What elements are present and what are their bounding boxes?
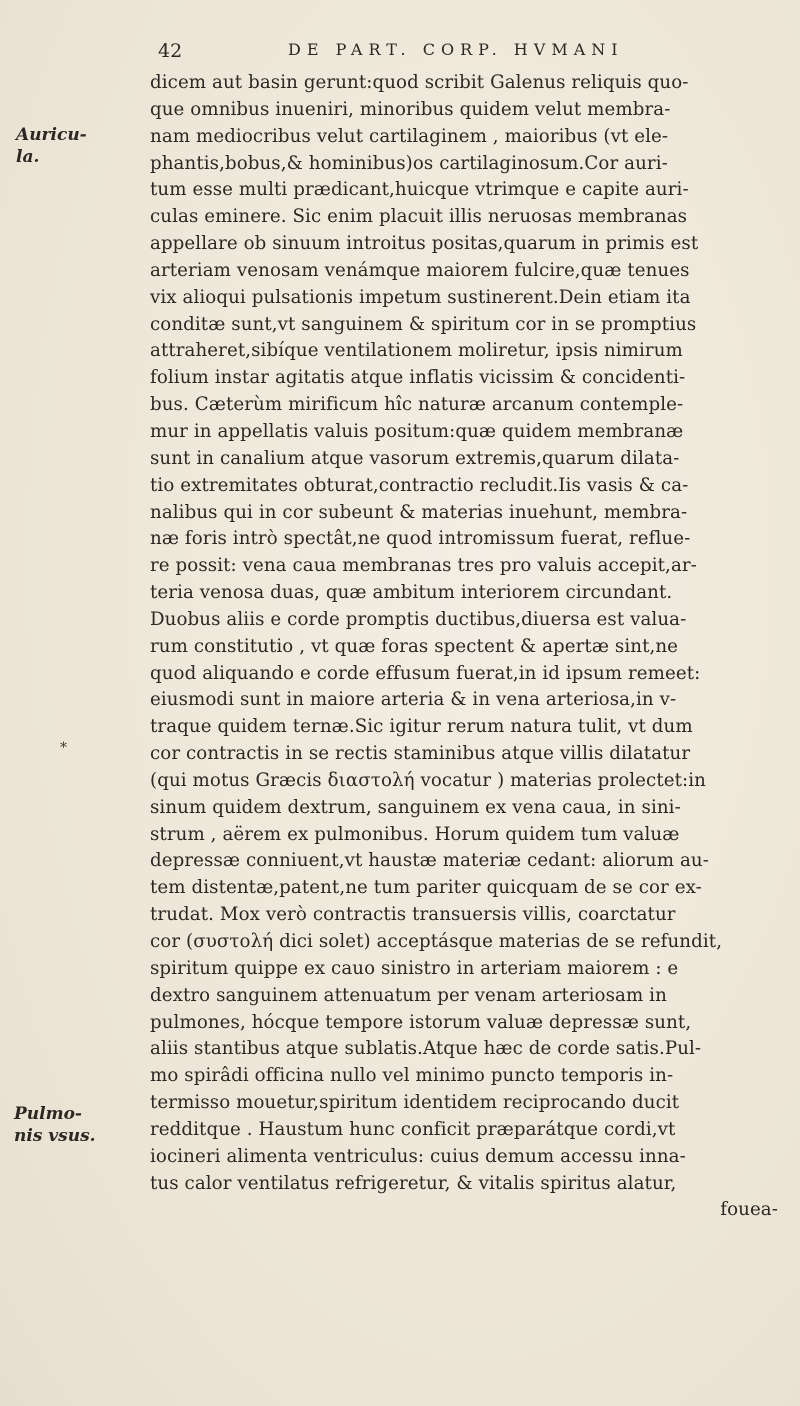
text-line: redditque . Haustum hunc conficit præparátque cordi,vt — [150, 1118, 676, 1140]
text-line: cor contractis in se rectis staminibus atque villis dilatatur — [150, 743, 691, 765]
text-line: spiritum quippe ex cauo sinistro in arteriam maiorem : e — [150, 957, 679, 979]
text-line: folium instar agitatis atque inflatis vicissim & concidenti- — [150, 367, 686, 389]
text-line: phantis,bobus,& hominibus)os cartilaginosum.Cor auri- — [150, 152, 668, 174]
text-line: næ foris intrò spectât,ne quod intromissum fuerat, reflue- — [150, 528, 691, 550]
margin-note-line: la. — [16, 147, 40, 167]
page-header — [158, 40, 778, 68]
text-line: sunt in canalium atque vasorum extremis,quarum dilata- — [150, 447, 680, 469]
text-line: tio extremitates obturat,contractio recludit.Iis vasis & ca- — [150, 474, 689, 496]
text-line: iocineri alimenta ventriculus: cuius demum accessu inna- — [150, 1145, 686, 1167]
text-line: (qui motus Græcis διαστολή vocatur ) materias prolectet:in — [150, 769, 706, 791]
text-line: Duobus aliis e corde promptis ductibus,diuersa est valua- — [150, 608, 687, 630]
text-line: cor (συστολή dici solet) acceptásque materias de se refundit, — [150, 931, 723, 952]
text-line: re possit: vena caua membranas tres pro valuis accepit,ar- — [150, 555, 697, 577]
margin-note-auricula — [16, 124, 87, 168]
running-title: DE PART. CORP. HVMANI — [288, 40, 624, 59]
text-line: conditæ sunt,vt sanguinem & spiritum cor in se promptius — [150, 313, 697, 335]
asterisk-mark: * — [60, 740, 67, 756]
text-line: trudat. Mox verò contractis transuersis villis, coarctatur — [150, 904, 676, 926]
text-line: depressæ conniuent,vt haustæ materiæ cedant: aliorum au- — [150, 850, 709, 872]
text-line: quod aliquando e corde effusum fuerat,in id ipsum remeet: — [150, 662, 701, 684]
text-line: tus calor ventilatus refrigeretur, & vitalis spiritus alatur, — [150, 1172, 677, 1194]
text-line: traque quidem ternæ.Sic igitur rerum natura tulit, vt dum — [150, 716, 693, 738]
text-line: rum constitutio , vt quæ foras spectent & apertæ sint,ne — [150, 635, 679, 657]
margin-note-line: Pulmo- — [14, 1104, 82, 1124]
text-line: termisso mouetur,spiritum identidem reciprocando ducit — [150, 1092, 680, 1114]
text-line: nalibus qui in cor subeunt & materias inuehunt, membra- — [150, 501, 688, 523]
text-line: aliis stantibus atque sublatis.Atque hæc de corde satis.Pul- — [150, 1038, 702, 1060]
text-line: strum , aërem ex pulmonibus. Horum quidem tum valuæ — [150, 823, 680, 845]
text-line: sinum quidem dextrum, sanguinem ex vena caua, in sini- — [150, 796, 681, 818]
margin-note-line: nis vsus. — [14, 1126, 96, 1146]
text-line: teria venosa duas, quæ ambitum interiorem circundant. — [150, 582, 673, 604]
text-line: arteriam venosam venámque maiorem fulcire,quæ tenues — [150, 259, 690, 281]
text-line: eiusmodi sunt in maiore arteria & in vena arteriosa,in v- — [150, 689, 677, 711]
text-line: nam mediocribus velut cartilaginem , maioribus (vt ele- — [150, 125, 669, 147]
text-line: mo spirâdi officina nullo vel minimo puncto temporis in- — [150, 1065, 674, 1087]
text-line: attraheret,sibíque ventilationem moliretur, ipsis nimirum — [150, 340, 683, 362]
body-text — [150, 70, 790, 1224]
text-line: fouea- — [720, 1199, 778, 1221]
text-line: dicem aut basin gerunt:quod scribit Galenus reliquis quo- — [150, 72, 689, 93]
text-line: dextro sanguinem attenuatum per venam arteriosam in — [150, 984, 667, 1006]
text-line: culas eminere. Sic enim placuit illis neruosas membranas — [150, 206, 688, 228]
page-number: 42 — [158, 40, 183, 62]
margin-note-line: Auricu- — [16, 125, 87, 145]
text-line: vix alioqui pulsationis impetum sustinerent.Dein etiam ita — [150, 286, 691, 308]
text-line: tem distentæ,patent,ne tum pariter quicquam de se cor ex- — [150, 877, 702, 899]
margin-note-pulmonis — [14, 1103, 96, 1147]
text-line: mur in appellatis valuis positum:quæ quidem membranæ — [150, 420, 684, 442]
text-line: que omnibus inueniri, minoribus quidem velut membra- — [150, 98, 671, 120]
text-line: tum esse multi prædicant,huicque vtrimque e capite auri- — [150, 179, 689, 201]
text-line: appellare ob sinuum introitus positas,quarum in primis est — [150, 233, 699, 255]
text-line: bus. Cæterùm mirificum hîc naturæ arcanum contemple- — [150, 394, 684, 416]
text-line: pulmones, hócque tempore istorum valuæ depressæ sunt, — [150, 1011, 692, 1033]
